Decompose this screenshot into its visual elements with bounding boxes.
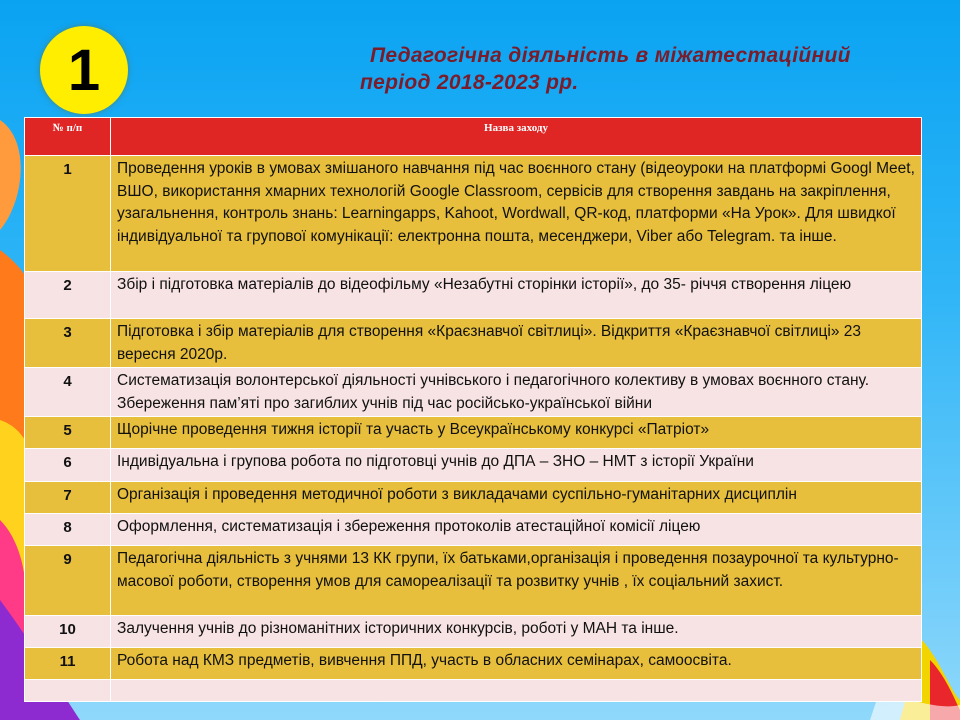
row-activity: Проведення уроків в умовах змішаного навчання під час воєнного стану (відеоуроки на платформі Googl Meet, ВШО, використання хмарних технологій Google Classroom, сервісів для створення завдань на закріплення, узагальнення, контроль знань: Learningapps, Kahoot, Wordwall, QR-код, платформи «На Урок». Для швидкої індивідуальної та групової комунікації: електронна пошта, месенджери, Viber або Telegram. та інше. [111, 156, 922, 272]
row-number: 9 [25, 546, 111, 616]
table-row [25, 616, 922, 648]
row-number: 2 [25, 272, 111, 319]
row-number: 4 [25, 368, 111, 417]
header-activity-name: Назва заходу [111, 118, 922, 156]
row-number: 6 [25, 449, 111, 482]
row-activity: Педагогічна діяльність з учнями 13 КК групи, їх батьками,організація і проведення позаурочної та культурно-масової роботи, створення умов для самореалізації та розвитку учнів , їх соціальний захист. [111, 546, 922, 616]
row-number: 10 [25, 616, 111, 648]
row-number: 8 [25, 514, 111, 546]
header-number: № п/п [25, 118, 111, 156]
table-row [25, 449, 922, 482]
row-activity: Залучення учнів до різноманітних історичних конкурсів, роботі у МАН та інше. [111, 616, 922, 648]
row-activity: Робота над КМЗ предметів, вивчення ППД, участь в обласних семінарах, самоосвіта. [111, 648, 922, 680]
table-row-empty [25, 680, 922, 702]
table-row [25, 648, 922, 680]
table-header-row [25, 118, 922, 156]
row-activity: Збір і підготовка матеріалів до відеофільму «Незабутні сторінки історії», до 35- річчя створення ліцею [111, 272, 922, 319]
table-row [25, 272, 922, 319]
slide-number-badge: 1 [40, 26, 128, 114]
table-row [25, 546, 922, 616]
row-activity [111, 680, 922, 702]
row-number [25, 680, 111, 702]
row-activity: Індивідуальна і групова робота по підготовці учнів до ДПА – ЗНО – НМТ з історії України [111, 449, 922, 482]
row-activity: Щорічне проведення тижня історії та участь у Всеукраїнському конкурсі «Патріот» [111, 417, 922, 449]
title-line-2: період 2018-2023 рр. [360, 71, 579, 94]
row-number: 7 [25, 482, 111, 514]
table-row [25, 514, 922, 546]
row-number: 11 [25, 648, 111, 680]
table-row [25, 417, 922, 449]
title-line-1: Педагогічна діяльність в міжатестаційний [370, 44, 851, 67]
row-activity: Організація і проведення методичної роботи з викладачами суспільно-гуманітарних дисциплін [111, 482, 922, 514]
table-row [25, 156, 922, 272]
table-row [25, 482, 922, 514]
row-activity: Систематизація волонтерської діяльності учнівського і педагогічного колективу в умовах воєнного стану. Збереження пам’яті про загиблих учнів під час російсько-української війни [111, 368, 922, 417]
slide-title [360, 42, 920, 96]
row-activity: Оформлення, систематизація і збереження протоколів атестаційної комісії ліцею [111, 514, 922, 546]
row-activity: Підготовка і збір матеріалів для створення «Краєзнавчої світлиці». Відкриття «Краєзнавчої світлиці» 23 вересня 2020р. [111, 319, 922, 368]
table-row [25, 319, 922, 368]
table-row [25, 368, 922, 417]
row-number: 1 [25, 156, 111, 272]
row-number: 5 [25, 417, 111, 449]
activities-table [24, 117, 922, 702]
row-number: 3 [25, 319, 111, 368]
